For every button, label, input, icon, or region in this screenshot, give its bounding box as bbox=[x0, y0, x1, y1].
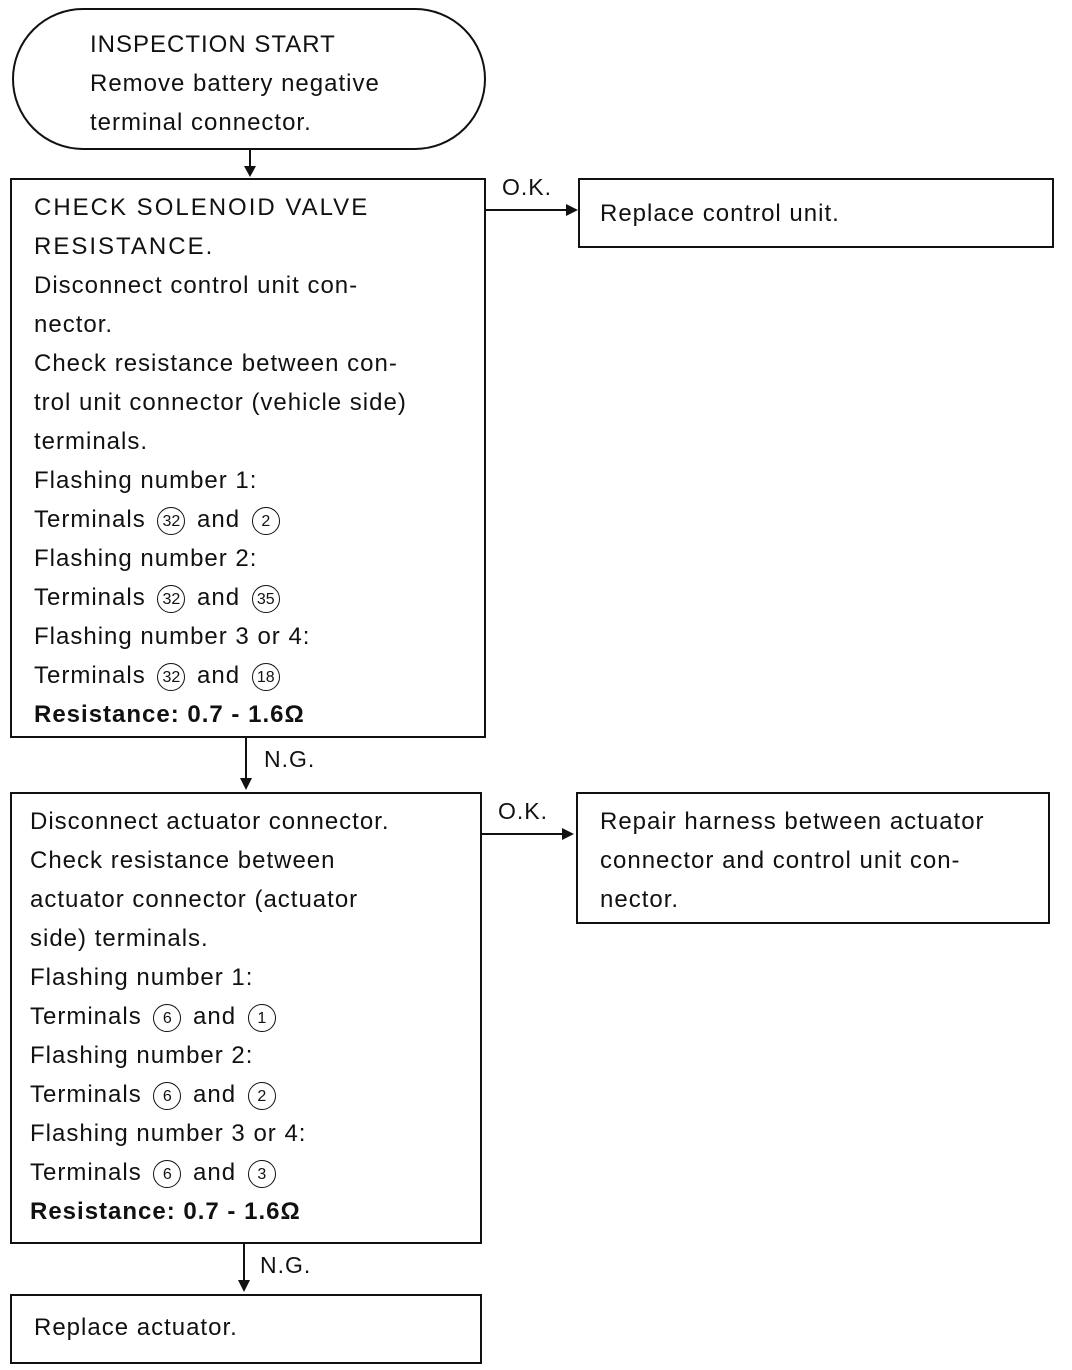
solenoid-flash-1: Flashing number 1: bbox=[34, 467, 258, 494]
repair-harness-box bbox=[576, 792, 1050, 924]
terminal-number: 32 bbox=[157, 585, 185, 613]
and-word: and bbox=[193, 1159, 237, 1186]
terminals-word: Terminals bbox=[34, 506, 146, 533]
arrowhead-check-to-actuator bbox=[240, 778, 252, 790]
terminal-number: 6 bbox=[153, 1082, 181, 1110]
terminals-word: Terminals bbox=[34, 662, 146, 689]
terminal-number: 6 bbox=[153, 1004, 181, 1032]
repair-line-3: nector. bbox=[600, 886, 680, 913]
solenoid-line-3: Check resistance between con- bbox=[34, 350, 398, 377]
solenoid-flash-3: Flashing number 3 or 4: bbox=[34, 623, 311, 650]
replace-control-unit-box bbox=[578, 178, 1054, 248]
terminals-word: Terminals bbox=[34, 584, 146, 611]
label-ok-1: O.K. bbox=[502, 174, 553, 200]
solenoid-resistance: Resistance: 0.7 - 1.6Ω bbox=[34, 701, 305, 728]
replace-actuator-text: Replace actuator. bbox=[34, 1314, 238, 1341]
start-line-2: terminal connector. bbox=[90, 109, 312, 136]
start-title: INSPECTION START bbox=[90, 31, 336, 58]
check-actuator-box bbox=[10, 792, 482, 1244]
actuator-terminals-2 bbox=[30, 1075, 480, 1114]
solenoid-line-4: trol unit connector (vehicle side) bbox=[34, 389, 407, 416]
terminal-number: 35 bbox=[252, 585, 280, 613]
terminal-number: 2 bbox=[252, 507, 280, 535]
replace-control-unit-text: Replace control unit. bbox=[600, 200, 840, 227]
arrowhead-check-to-replace-control bbox=[566, 204, 578, 216]
actuator-line-2: Check resistance between bbox=[30, 847, 336, 874]
solenoid-line-1: Disconnect control unit con- bbox=[34, 272, 359, 299]
label-ng-1: N.G. bbox=[264, 746, 316, 772]
actuator-line-1: Disconnect actuator connector. bbox=[30, 808, 390, 835]
actuator-line-4: side) terminals. bbox=[30, 925, 209, 952]
terminal-number: 3 bbox=[248, 1160, 276, 1188]
terminal-number: 32 bbox=[157, 507, 185, 535]
actuator-terminals-3 bbox=[30, 1153, 480, 1192]
terminal-number: 32 bbox=[157, 663, 185, 691]
and-word: and bbox=[193, 1081, 237, 1108]
and-word: and bbox=[197, 662, 241, 689]
arrowhead-start-to-check bbox=[244, 166, 256, 177]
terminal-number: 6 bbox=[153, 1160, 181, 1188]
actuator-terminals-1 bbox=[30, 997, 480, 1036]
and-word: and bbox=[193, 1003, 237, 1030]
actuator-flash-3: Flashing number 3 or 4: bbox=[30, 1120, 307, 1147]
actuator-resistance: Resistance: 0.7 - 1.6Ω bbox=[30, 1198, 301, 1225]
label-ng-2: N.G. bbox=[260, 1252, 312, 1278]
actuator-line-3: actuator connector (actuator bbox=[30, 886, 359, 913]
solenoid-line-5: terminals. bbox=[34, 428, 149, 455]
actuator-flash-2: Flashing number 2: bbox=[30, 1042, 254, 1069]
arrowhead-actuator-to-replace-actuator bbox=[238, 1280, 250, 1292]
terminals-word: Terminals bbox=[30, 1081, 142, 1108]
solenoid-flash-2: Flashing number 2: bbox=[34, 545, 258, 572]
repair-line-2: connector and control unit con- bbox=[600, 847, 961, 874]
replace-actuator-box bbox=[10, 1294, 482, 1364]
solenoid-terminals-2 bbox=[34, 578, 484, 617]
arrowhead-actuator-to-repair bbox=[562, 828, 574, 840]
inspection-start-terminator bbox=[12, 8, 486, 150]
terminal-number: 1 bbox=[248, 1004, 276, 1032]
actuator-flash-1: Flashing number 1: bbox=[30, 964, 254, 991]
terminal-number: 18 bbox=[252, 663, 280, 691]
solenoid-terminals-1 bbox=[34, 500, 484, 539]
solenoid-line-2: nector. bbox=[34, 311, 114, 338]
solenoid-title-2: RESISTANCE. bbox=[34, 233, 215, 260]
start-line-1: Remove battery negative bbox=[90, 70, 380, 97]
label-ok-2: O.K. bbox=[498, 798, 549, 824]
and-word: and bbox=[197, 584, 241, 611]
and-word: and bbox=[197, 506, 241, 533]
terminal-number: 2 bbox=[248, 1082, 276, 1110]
terminals-word: Terminals bbox=[30, 1003, 142, 1030]
solenoid-title-1: CHECK SOLENOID VALVE bbox=[34, 194, 370, 221]
check-solenoid-box bbox=[10, 178, 486, 738]
repair-line-1: Repair harness between actuator bbox=[600, 808, 985, 835]
terminals-word: Terminals bbox=[30, 1159, 142, 1186]
solenoid-terminals-3 bbox=[34, 656, 484, 695]
